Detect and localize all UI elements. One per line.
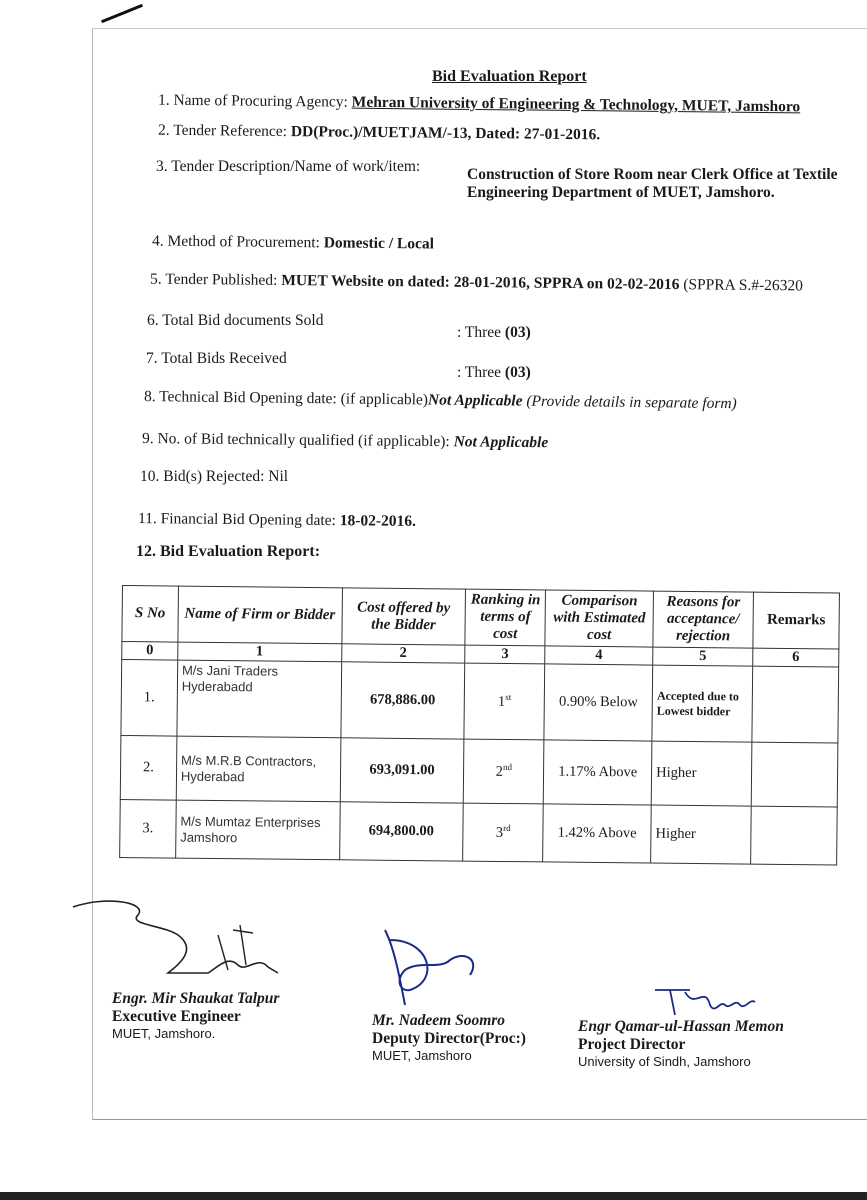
agency-value: Mehran University of Engineering & Technology, MUET, Jamshoro — [351, 93, 801, 116]
signatory-place: MUET, Jamshoro. — [112, 1026, 216, 1041]
row-comparison: 1.42% Above — [543, 804, 651, 863]
reference-label: 2. Tender Reference: — [157, 121, 288, 141]
row-firm: M/s M.R.B Contractors, Hyderabad — [176, 736, 340, 802]
scan-mark — [101, 4, 143, 23]
header-sno: S No — [122, 586, 178, 643]
signatory-role: Project Director — [578, 1036, 686, 1053]
row-comparison: 0.90% Below — [544, 664, 653, 741]
item-description — [156, 158, 420, 176]
sold-value: : Three (03) — [457, 324, 531, 341]
report-title: Bid Evaluation Report — [432, 68, 587, 85]
header-firm: Name of Firm or Bidder — [178, 586, 342, 644]
row-firm: M/s Mumtaz Enterprises Jamshoro — [176, 800, 340, 860]
signatory-project-director — [578, 1018, 784, 1069]
row-rank: 2nd — [464, 739, 545, 804]
published-value: MUET Website on dated: 28-01-2016, SPPRA on 02-02-2016 — [281, 271, 680, 294]
row-remarks — [751, 806, 838, 865]
index-cell: 0 — [122, 642, 178, 661]
qualified-label: 9. No. of Bid technically qualified (if applicable): — [141, 430, 450, 451]
index-cell: 5 — [653, 647, 753, 666]
table-row — [120, 799, 838, 865]
header-comparison: Comparison with Estimated cost — [545, 590, 653, 647]
row-rank: 1st — [464, 663, 545, 740]
signatory-name: Engr. Mir Shaukat Talpur — [112, 990, 280, 1007]
tech-open-label: 8. Technical Bid Opening date: (if applicable) — [143, 388, 429, 409]
signatory-name: Mr. Nadeem Soomro — [372, 1012, 506, 1029]
signatory-place: MUET, Jamshoro — [372, 1048, 472, 1063]
signature-executive-engineer — [68, 895, 288, 985]
row-reason: Higher — [651, 805, 752, 864]
scan-edge — [0, 1192, 867, 1200]
qualified-value: Not Applicable — [453, 433, 549, 452]
row-rank: 3rd — [463, 803, 544, 862]
header-reasons: Reasons for acceptance/ rejection — [653, 591, 754, 648]
table-row — [120, 735, 838, 807]
index-cell: 2 — [341, 644, 465, 663]
row-cost: 678,886.00 — [340, 662, 465, 739]
header-cost: Cost offered by the Bidder — [341, 588, 465, 645]
index-cell: 1 — [178, 642, 342, 662]
rejected-label: 10. Bid(s) Rejected: — [140, 468, 265, 485]
row-sno: 2. — [120, 735, 177, 800]
rejected-value: Nil — [268, 468, 289, 485]
signature-project-director — [650, 980, 760, 1020]
row-reason: Accepted due to Lowest bidder — [652, 665, 753, 742]
bid-evaluation-table — [119, 585, 840, 866]
published-label: 5. Tender Published: — [149, 270, 278, 289]
reference-value: DD(Proc.)/MUETJAM/-13, Dated: 27-01-2016. — [290, 123, 601, 144]
description-label: 3. Tender Description/Name of work/item: — [156, 158, 421, 175]
table-row — [121, 660, 839, 744]
agency-label: 1. Name of Procuring Agency: — [157, 91, 348, 111]
index-cell: 6 — [753, 648, 839, 667]
item-sold — [147, 312, 323, 330]
table-header-row — [122, 586, 840, 650]
signatory-place: University of Sindh, Jamshoro — [578, 1054, 751, 1069]
item-rejected — [140, 468, 288, 486]
row-remarks — [752, 666, 839, 743]
received-label: 7. Total Bids Received — [146, 350, 287, 367]
description-value: Construction of Store Room near Clerk Office at Textile Engineering Department of MUET, Jamshoro. — [467, 166, 838, 201]
section-12-heading: 12. Bid Evaluation Report: — [136, 543, 321, 560]
fin-open-value: 18-02-2016. — [339, 512, 417, 530]
header-remarks: Remarks — [753, 592, 840, 649]
signatory-name: Engr Qamar-ul-Hassan Memon — [578, 1018, 784, 1035]
row-sno: 1. — [121, 660, 178, 737]
method-value: Domestic / Local — [323, 234, 435, 253]
item-received — [146, 350, 287, 368]
received-value: : Three (03) — [457, 364, 531, 381]
row-firm: M/s Jani Traders Hyderabadd — [177, 660, 341, 738]
row-cost: 694,800.00 — [339, 802, 463, 861]
method-label: 4. Method of Procurement: — [151, 232, 320, 252]
tech-open-note: (Provide details in separate form) — [526, 392, 737, 413]
row-reason: Higher — [651, 741, 752, 806]
item-financial-opening — [138, 510, 416, 531]
header-ranking: Ranking in terms of cost — [465, 589, 546, 646]
signatory-executive-engineer — [112, 990, 279, 1041]
sold-label: 6. Total Bid documents Sold — [147, 312, 324, 329]
index-cell: 3 — [465, 645, 545, 664]
index-cell: 4 — [545, 646, 653, 665]
tech-open-value: Not Applicable — [427, 391, 523, 410]
item-method — [152, 233, 434, 254]
signatory-role: Executive Engineer — [112, 1008, 241, 1025]
published-extra: (SPPRA S.#-26320 — [683, 276, 804, 295]
row-remarks — [751, 742, 838, 807]
fin-open-label: 11. Financial Bid Opening date: — [137, 510, 336, 530]
signature-deputy-director — [370, 920, 500, 1010]
row-cost: 693,091.00 — [340, 738, 464, 803]
signatory-role: Deputy Director(Proc:) — [372, 1030, 526, 1047]
row-sno: 3. — [120, 799, 176, 858]
signatory-deputy-director — [372, 1012, 526, 1063]
row-comparison: 1.17% Above — [543, 740, 652, 805]
